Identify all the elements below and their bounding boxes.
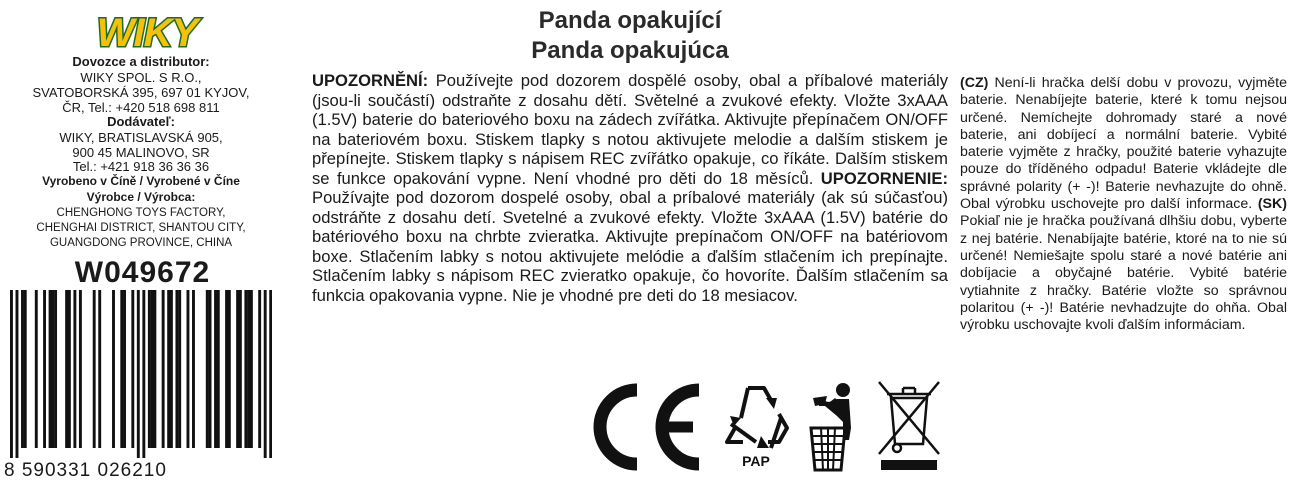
ce-mark-icon <box>579 382 709 472</box>
barcode-bar <box>112 290 115 448</box>
barcode-bar <box>192 290 195 448</box>
barcode-bar <box>68 290 71 448</box>
barcode-guard-bar <box>10 290 13 458</box>
supplier-line2: 900 45 MALINOVO, SR <box>72 145 210 160</box>
barcode-bar <box>225 290 228 448</box>
barcode-bar <box>247 290 250 448</box>
barcode-bar <box>65 290 68 448</box>
barcode-bar <box>35 290 38 448</box>
barcode <box>10 290 272 458</box>
origin-text: Vyrobeno v Číně / Vyrobené v Číne <box>42 174 240 188</box>
tidyman-icon <box>803 380 863 472</box>
manufacturer-heading: Výrobce / Výrobca: <box>86 190 196 204</box>
warning-sk-label: UPOZORNENIE: <box>820 168 948 188</box>
barcode-bar <box>54 290 57 448</box>
importer-heading: Dovozce a distributor: <box>72 54 210 69</box>
recycling-pap-icon <box>721 378 791 470</box>
barcode-bar <box>49 290 52 448</box>
barcode-bar <box>206 290 209 448</box>
product-code: W049672 <box>74 256 211 289</box>
barcode-guard-bar <box>269 290 272 458</box>
barcode-guard-bar <box>264 290 267 458</box>
warning-sk-body: Používajte pod dozorom dospelé osoby, obal a príbalové materiály (ak sú súčasťou) odstráňte z dosahu detí. Svetelné a zvukové efekty. Vložte 3xAAA (1.5V) batérie do batériového boxu na chrbte zvieratka. Aktivujte prepínačom ON/OFF na batériovom boxe. Stlačením labky s notou aktivujete melódie a ďalším stlačením ich prepínajte. Stlačením labky s nápisom REC zvieratko opakuje, čo hovoríte. Ďalším stlačením sa funkcia opakovania vypne. Nie je vhodné pre deti do 18 mesiacov. <box>312 188 948 305</box>
barcode-bar <box>98 290 101 448</box>
warning-text <box>312 71 948 305</box>
warning-cz-body: Používejte pod dozorem dospělé osoby, obal a příbalové materiály (jsou-li součástí) odstraňte z dosahu dětí. Světelné a zvukové efekty. Vložte 3xAAA (1.5V) baterie do bateriového boxu na zádech zvířátka. Aktivujte přepínačem ON/OFF na bateriovém boxu. Stiskem tlapky s notou aktivujete melodie a dalším stiskem je přepínejte. Stiskem tlapky s nápisem REC zvířátko opakuje, co říkáte. Dalším stiskem se funkce opakování vypne. Není vhodné pro děti do 18 měsíců. <box>312 71 948 188</box>
title-sk: Panda opakujúca <box>531 37 729 64</box>
barcode-bar <box>153 290 156 448</box>
pap-label: PAP <box>742 453 770 469</box>
barcode-bar <box>43 290 46 448</box>
barcode-bar <box>244 290 247 448</box>
barcode-bar <box>131 290 134 448</box>
barcode-bar <box>187 290 190 448</box>
manufacturer-line1: CHENGHONG TOYS FACTORY, <box>56 207 226 219</box>
barcode-bar <box>24 290 27 448</box>
compliance-symbols <box>575 378 945 478</box>
barcode-bar <box>51 290 54 448</box>
barcode-bar <box>21 290 24 448</box>
barcode-bar <box>236 290 239 448</box>
wiky-logo <box>75 6 220 56</box>
barcode-number: 8 590331 026210 <box>4 460 167 481</box>
warning-cz-label: UPOZORNĚNÍ: <box>312 71 429 90</box>
barcode-bar <box>120 290 123 448</box>
barcode-bar <box>175 290 178 448</box>
manufacturer-line3: GUANGDONG PROVINCE, CHINA <box>49 237 233 249</box>
barcode-bar <box>123 290 126 448</box>
barcode-bar <box>239 290 242 448</box>
battery-cz-label: (CZ) <box>960 75 989 91</box>
supplier-heading: Dodávateľ: <box>107 114 175 129</box>
product-title <box>430 6 830 66</box>
crossed-wheelie-bin-icon <box>875 378 943 474</box>
barcode-bar <box>258 290 261 448</box>
barcode-guard-bar <box>16 290 19 458</box>
supplier-line3: Tel.: +421 918 36 36 36 <box>72 159 210 174</box>
barcode-bar <box>178 290 181 448</box>
barcode-bar <box>217 290 220 448</box>
supplier-line1: WIKY, BRATISLAVSKÁ 905, <box>59 130 223 145</box>
barcode-bar <box>148 290 151 448</box>
battery-info-text <box>960 75 1287 334</box>
barcode-bar <box>167 290 170 448</box>
barcode-guard-bar <box>142 290 145 458</box>
title-cz: Panda opakující <box>538 7 722 34</box>
barcode-bar <box>228 290 231 448</box>
barcode-bar <box>79 290 82 448</box>
logo-text: WIKY <box>96 11 198 55</box>
barcode-bar <box>250 290 253 448</box>
barcode-bar <box>151 290 154 448</box>
barcode-bar <box>93 290 96 448</box>
barcode-bar <box>170 290 173 448</box>
importer-line3: ČR, Tel.: +420 518 698 811 <box>62 100 220 115</box>
barcode-bar <box>209 290 212 448</box>
barcode-bar <box>214 290 217 448</box>
importer-line2: SVATOBORSKÁ 395, 697 01 KYJOV, <box>32 85 250 100</box>
manufacturer-line2: CHENGHAI DISTRICT, SHANTOU CITY, <box>36 222 246 234</box>
battery-cz-body: Není-li hračka delší dobu v provozu, vyjměte baterie. Nenabíjejte baterie, které k tomu nejsou určené. Nemíchejte dohromady staré a nové baterie, ani dobíjecí a normální baterie. Vybité baterie vyjměte z hračky, použité baterie vyhazujte pouze do tříděného odpadu! Baterie vkládejte dle správné polarity (+ -)! Baterie nevhazujte do ohně. Obal výrobku uschovejte pro další informace. <box>960 75 1287 213</box>
barcode-guard-bar <box>137 290 140 458</box>
battery-sk-label: (SK) <box>1257 196 1287 213</box>
label-left-column <box>0 0 285 487</box>
importer-line1: WIKY SPOL. S R.O., <box>80 70 202 85</box>
barcode-bar <box>73 290 76 448</box>
battery-sk-body: Pokiaľ nie je hračka používaná dlhšiu dobu, vyberte z nej batérie. Nenabíjajte batérie, ktoré na to nie sú určené! Nemiešajte spolu staré a nové batérie ani dobíjacie a obyčajné batérie. Vybité batérie vytiahnite z hračky. Batérie vložte so správnou polaritou (+ -)! Batérie nevhadzujte do ohňa. Obal výrobku uschovajte kvoli ďalším informáciam. <box>960 213 1287 334</box>
barcode-bar <box>162 290 165 448</box>
